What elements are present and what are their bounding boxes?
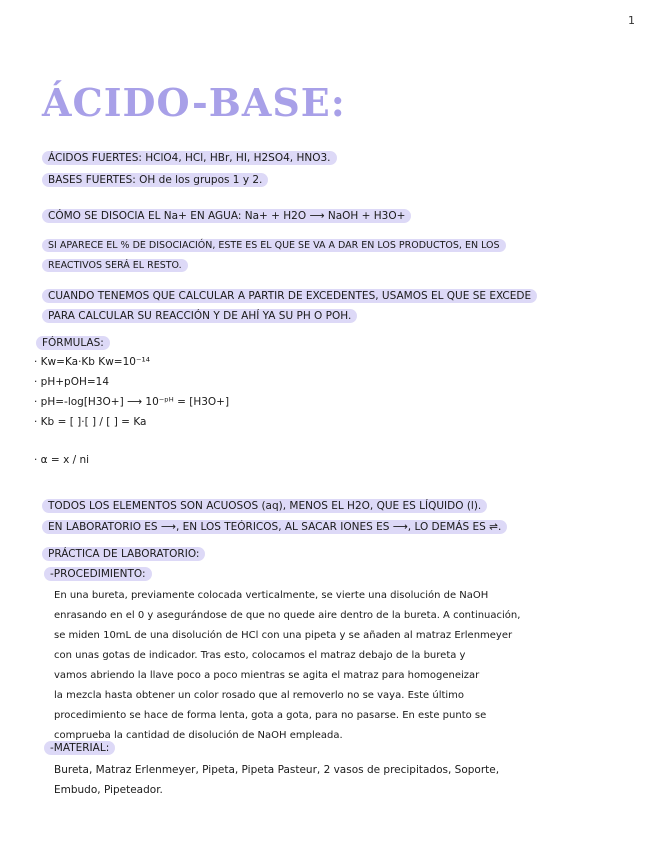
excedentes-text-1: CUANDO TENEMOS QUE CALCULAR A PARTIR DE EXCEDENTES, USAMOS EL QUE SE EXCEDE xyxy=(42,289,537,303)
acidos-fuertes-text: ÁCIDOS FUERTES: HClO4, HCl, HBr, HI, H2SO4, HNO3. xyxy=(42,151,337,165)
procedimiento-line-1: En una bureta, previamente colocada verticalmente, se vierte una disolución de NaOH xyxy=(54,590,489,601)
disocia-line xyxy=(42,210,411,222)
formulas-label: FÓRMULAS: xyxy=(36,336,110,350)
excedentes-line-1 xyxy=(42,290,537,302)
procedimiento-heading xyxy=(44,568,152,580)
disocia-text: CÓMO SE DISOCIA EL Na+ EN AGUA: Na+ + H2O ⟶ NaOH + H3O+ xyxy=(42,209,411,223)
formula-ph-log: · pH=-log[H3O+] ⟶ 10⁻ᵖᴴ = [H3O+] xyxy=(34,396,230,408)
formula-kw: · Kw=Ka·Kb Kw=10⁻¹⁴ xyxy=(34,356,150,368)
acuosos-line xyxy=(42,500,487,512)
procedimiento-line-4: con unas gotas de indicador. Tras esto, colocamos el matraz debajo de la bureta y xyxy=(54,650,466,661)
procedimiento-line-7: procedimiento se hace de forma lenta, gota a gota, para no pasarse. En este punto se xyxy=(54,710,487,721)
page-number: 1 xyxy=(628,14,635,27)
laboratorio-text: EN LABORATORIO ES ⟶, EN LOS TEÓRICOS, AL SACAR IONES ES ⟶, LO DEMÁS ES ⇌. xyxy=(42,520,507,534)
formula-ph-poh: · pH+pOH=14 xyxy=(34,376,110,388)
material-line-2: Embudo, Pipeteador. xyxy=(54,784,163,796)
formulas-heading xyxy=(36,337,110,349)
acuosos-text: TODOS LOS ELEMENTOS SON ACUOSOS (aq), MENOS EL H2O, QUE ES LÍQUIDO (l). xyxy=(42,499,487,513)
procedimiento-label: -PROCEDIMIENTO: xyxy=(44,567,152,581)
aparece-line-2 xyxy=(42,260,188,271)
aparece-text-2: REACTIVOS SERÁ EL RESTO. xyxy=(42,259,188,272)
procedimiento-line-3: se miden 10mL de una disolución de HCl con una pipeta y se añaden al matraz Erlenmeyer xyxy=(54,630,513,641)
laboratorio-line xyxy=(42,521,507,533)
practica-heading xyxy=(42,548,205,560)
bases-fuertes-text: BASES FUERTES: OH de los grupos 1 y 2. xyxy=(42,173,268,187)
material-line-1: Bureta, Matraz Erlenmeyer, Pipeta, Pipeta Pasteur, 2 vasos de precipitados, Soporte, xyxy=(54,764,500,776)
material-label: -MATERIAL: xyxy=(44,741,115,755)
procedimiento-line-2: enrasando en el 0 y asegurándose de que no quede aire dentro de la bureta. A continuación, xyxy=(54,610,521,621)
page-title: ÁCIDO-BASE: xyxy=(42,80,346,125)
procedimiento-line-5: vamos abriendo la llave poco a poco mientras se agita el matraz para homogeneizar xyxy=(54,670,480,681)
procedimiento-line-8: comprueba la cantidad de disolución de NaOH empleada. xyxy=(54,730,343,741)
practica-label: PRÁCTICA DE LABORATORIO: xyxy=(42,547,205,561)
aparece-line-1 xyxy=(42,240,506,251)
aparece-text-1: SI APARECE EL % DE DISOCIACIÓN, ESTE ES EL QUE SE VA A DAR EN LOS PRODUCTOS, EN LOS xyxy=(42,239,506,252)
acidos-fuertes-line xyxy=(42,152,337,164)
procedimiento-line-6: la mezcla hasta obtener un color rosado que al removerlo no se vaya. Este último xyxy=(54,690,465,701)
excedentes-text-2: PARA CALCULAR SU REACCIÓN Y DE AHÍ YA SU PH O POH. xyxy=(42,309,357,323)
material-heading xyxy=(44,742,115,754)
formula-alpha: · α = x / ni xyxy=(34,454,90,466)
excedentes-line-2 xyxy=(42,310,357,322)
formula-kb: · Kb = [ ]·[ ] / [ ] = Ka xyxy=(34,416,147,428)
bases-fuertes-line xyxy=(42,174,268,186)
